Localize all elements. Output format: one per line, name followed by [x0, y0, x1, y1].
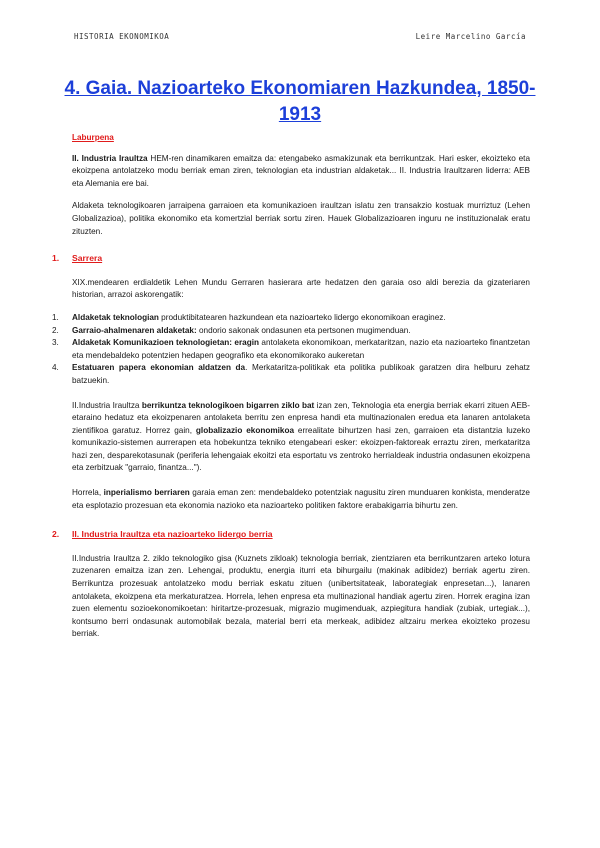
page-header — [74, 32, 526, 44]
section-number: 2. — [52, 529, 60, 540]
item-bold: Aldaketak Komunikazioen teknologietan: eragin — [72, 338, 259, 348]
text: izan zen, Teknologia eta energia berriak ekarri zituen AEB-etaraino hedatuz eta ekoizpenaren antolaketa berritu zen enpresa handi eta multinazionalen eredua eta lanaren antolaketa zientifikoa garatuz. Horrez gain, — [72, 400, 530, 435]
text: errealitate bihurtzen hasi zen, garraioen eta distantzia luzeko komunikazio-sistemen aurrerapen eta hobekuntza tekniko etengabeari esker: ekoizpen-faktoreak erraztu ziren, merkataritza hazi zen, desparekotasunak (periferia lehengaiak ekoitzi eta esportatu vs zentroko herrialdeak industria ondasunen ekoizpena eta zerbitzuak "garraio, finantza..."). — [72, 425, 531, 473]
list-item — [52, 325, 530, 338]
bold-text: inperialismo berriaren — [103, 488, 190, 498]
section-1-paragraph-a — [72, 400, 530, 476]
item-number: 1. — [52, 312, 59, 322]
item-bold: Aldaketak teknologian — [72, 312, 159, 322]
header-author: Leire Marcelino García — [415, 32, 526, 41]
section-2-paragraph: II.Industria Iraultza 2. ziklo teknologiko gisa (Kuznets zikloak) teknologia berriak, zientziaren eta berrikuntzaren arteko lotura zuzenaren emaitza izan zen. Lehengai, produktu, energia iturri eta bihurgailu (makinak adibidez) berriak agertu ziren. Berrikuntza prozesuak antolatzeko modu berriak eskatu zituen (unibertsitateak, laborategiak enpresetan...), lanaren antolaketa, ekoizpena eta merkaturatzea. Horrela, lehen enpresa eta multinazional handiak agertu ziren. Horrek eragina izan zuen elementu sozioekonomikoetan: hiritartze-prozesuak, migrazio mugimenduak, azpiegitura handiak (zubiak, urtegiak...), kontsumo berri ondasunak automobilak bezala, material berri eta merkeak, adibidez altzairu merkea ekoizteko prozesu berriak. — [72, 553, 530, 639]
list-item — [52, 312, 530, 325]
item-text: antolaketa ekonomikoan, merkataritzan, nazio eta nazioarteko finantzetan eta mendebaldeko potentzien hedapen geografiko eta ekonomikorako aukeretan — [72, 338, 530, 360]
bold-text: globalizazio ekonomikoa — [195, 425, 294, 435]
section-1-paragraph-b — [72, 487, 530, 512]
summary-paragraph-1 — [72, 153, 530, 191]
reasons-list — [52, 312, 530, 388]
section-1-heading — [52, 252, 530, 265]
document-body — [52, 132, 531, 651]
section-title: II. Industria Iraultza eta nazioarteko lidergo berria — [72, 529, 273, 540]
summary-text: HEM-ren dinamikaren emaitza da: etengabeko asmakizunak eta berrikuntzak. Hari esker, ekoizteko eta ekoizpena antolatzeko modu berriak eman ziren, teknologian eta industrian aldaketak... II. Industria Iraultzaren liderra: AEB eta Alemania ere bai. — [72, 153, 530, 188]
section-2-heading — [52, 528, 530, 541]
section-title: Sarrera — [72, 253, 103, 264]
item-number: 4. — [52, 363, 59, 373]
list-item — [52, 362, 530, 387]
header-course: HISTORIA EKONOMIKOA — [74, 32, 170, 41]
text: Horrela, — [72, 488, 104, 498]
item-text: . Merkataritza-politikak eta politika publikoak garatzen dira helburu zehatz batzuekin. — [72, 363, 530, 385]
text: II.Industria Iraultza — [72, 400, 142, 410]
bold-text: berrikuntza teknologikoen bigarren ziklo bat — [141, 400, 315, 410]
summary-paragraph-2: Aldaketa teknologikoaren jarraipena garraioen eta komunikazioen iraultzan islatu zen transakzio kostuak murriztuz (Lehen Globalizazioa), politika ekonomiko eta komertzial berriak sortu ziren. Hauek Globalizazioaren inguru ne instituzionalak eratu zituzten. — [72, 201, 530, 236]
summary-bold: II. Industria Iraultza — [72, 153, 148, 163]
summary-heading: Laburpena — [72, 133, 114, 142]
section-number: 1. — [52, 253, 60, 264]
item-text: ondorio sakonak ondasunen eta pertsonen mugimenduan. — [196, 325, 411, 335]
section-1-intro: XIX.mendearen erdialdetik Lehen Mundu Gerraren hasierara arte hedatzen den garaia oso aldi berezia da gizateriaren historian, arrazoi askorengatik: — [72, 277, 530, 300]
item-bold: Garraio-ahalmenaren aldaketak: — [72, 325, 197, 335]
text: garaia eman zen: mendebaldeko potentziak nagusitu ziren munduaren konkista, menderatze eta esplotazio prozesuan eta ekonomia nazioko eta nazioarteko politiken faktore erabakigarria bihurtu zen. — [72, 488, 530, 510]
item-bold: Estatuaren papera ekonomian aldatzen da — [72, 363, 246, 373]
page-title: 4. Gaia. Nazioarteko Ekonomiaren Hazkundea, 1850-1913 — [64, 78, 536, 125]
list-item — [52, 337, 530, 362]
item-number: 2. — [52, 325, 59, 335]
item-text: produktibitatearen hazkundean eta nazioarteko lidergo ekonomikoan eraginez. — [158, 312, 446, 322]
item-number: 3. — [52, 338, 59, 348]
